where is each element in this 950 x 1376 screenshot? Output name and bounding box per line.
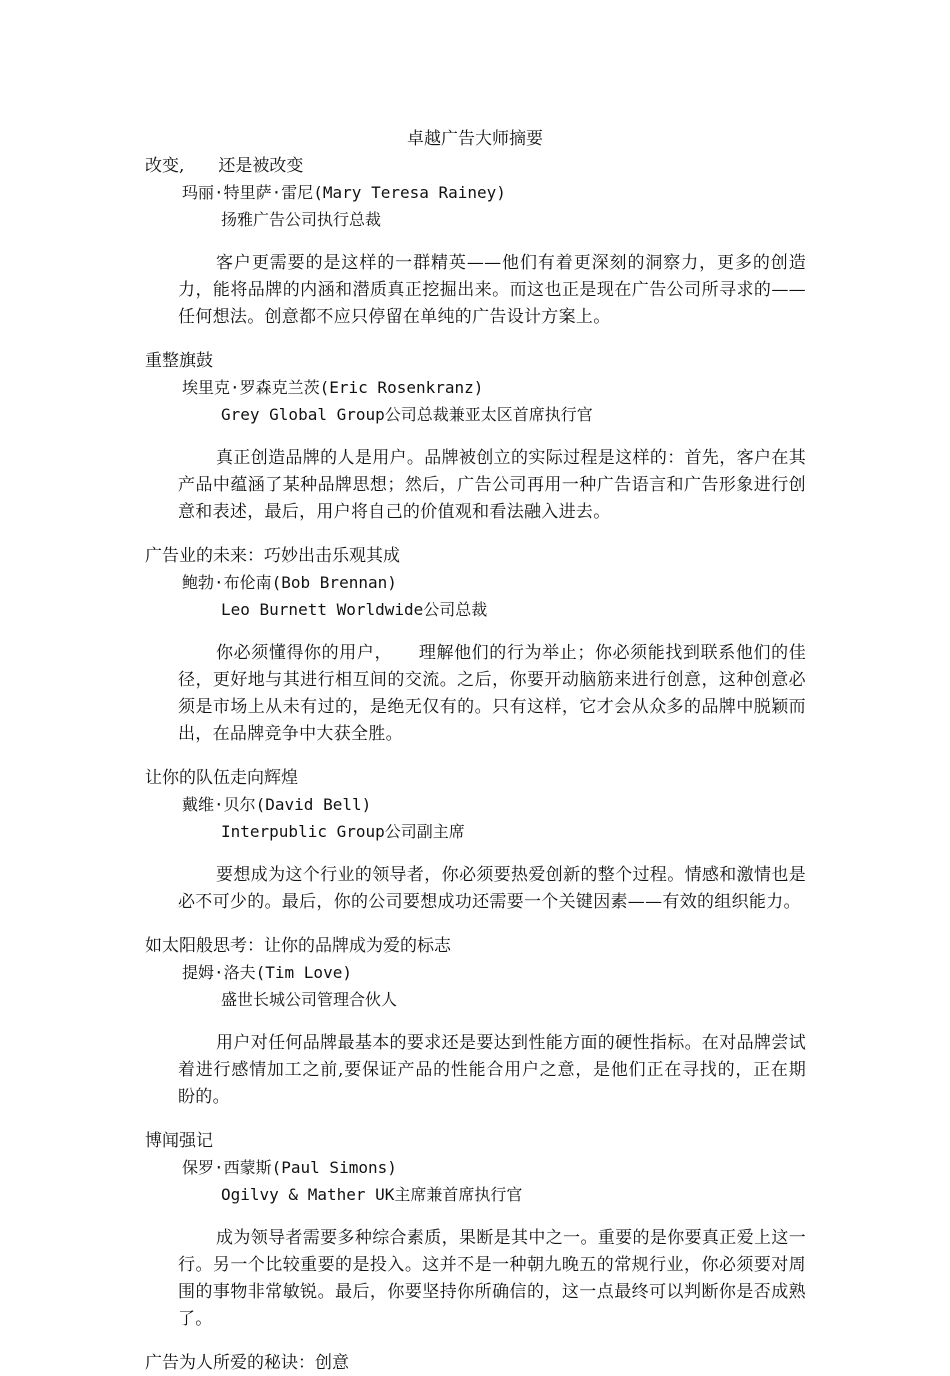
section-6 [145,1128,815,1333]
section-1 [145,153,815,331]
person-name: 保罗·西蒙斯(Paul Simons) [182,1158,397,1177]
person-role: Leo Burnett Worldwide公司总裁 [221,600,488,619]
section-heading: 博闻强记 [145,1131,213,1151]
quote-paragraph: 真正创造品牌的人是用户。品牌被创立的实际过程是这样的：首先，客户在其产品中蕴涵了某种品牌思想；然后，广告公司再用一种广告语言和广告形象进行创意和表述，最后，用户将自己的价值观和看法融入进去。 [178,448,806,522]
quote-paragraph: 客户更需要的是这样的一群精英——他们有着更深刻的洞察力，更多的创造力，能将品牌的内涵和潜质真正挖掘出来。而这也正是现在广告公司所寻求的——任何想法。创意都不应只停留在单纯的广告设计方案上。 [178,253,806,327]
section-heading: 重整旗鼓 [145,351,213,371]
person-role: 扬雅广告公司执行总裁 [221,210,382,229]
section-7 [145,1350,815,1376]
person-role: Grey Global Group公司总裁兼亚太区首席执行官 [221,405,593,424]
person-role: Interpublic Group公司副主席 [221,822,465,841]
person-role: Ogilvy & Mather UK主席兼首席执行官 [221,1185,523,1204]
quote-paragraph: 你必须懂得你的用户， 理解他们的行为举止；你必须能找到联系他们的佳径，更好地与其进行相互间的交流。之后，你要开动脑筋来进行创意，这种创意必须是市场上从未有过的，是绝无仅有的。只有这样，它才会从众多的品牌中脱颖而出，在品牌竞争中大获全胜。 [178,643,806,744]
person-name: 玛丽·特里萨·雷尼(Mary Teresa Rainey) [182,183,506,202]
section-heading: 如太阳般思考：让你的品牌成为爱的标志 [145,936,451,956]
person-name: 鲍勃·布伦南(Bob Brennan) [182,573,397,592]
section-heading: 广告业的未来：巧妙出击乐观其成 [145,546,400,566]
person-name: 提姆·洛夫(Tim Love) [182,963,352,982]
section-heading: 让你的队伍走向辉煌 [145,768,298,788]
quote-paragraph: 成为领导者需要多种综合素质，果断是其中之一。重要的是你要真正爱上这一行。另一个比较重要的是投入。这并不是一种朝九晚五的常规行业，你必须要对周围的事物非常敏锐。最后，你要坚持你所确信的，这一点最终可以判断你是否成熟了。 [178,1228,806,1329]
section-2 [145,348,815,526]
person-role: 盛世长城公司管理合伙人 [221,990,398,1009]
section-heading: 广告为人所爱的秘诀：创意 [145,1353,349,1373]
section-4 [145,765,815,916]
section-5 [145,933,815,1111]
document-title: 卓越广告大师摘要 [407,129,543,149]
quote-paragraph: 用户对任何品牌最基本的要求还是要达到性能方面的硬性指标。在对品牌尝试着进行感情加工之前,要保证产品的性能合用户之意，是他们正在寻找的，正在期盼的。 [178,1033,806,1107]
person-name: 戴维·贝尔(David Bell) [182,795,372,814]
sections-container [145,153,815,1376]
section-heading: 改变, 还是被改变 [145,156,304,176]
person-name: 埃里克·罗森克兰茨(Eric Rosenkranz) [182,378,484,397]
quote-paragraph: 要想成为这个行业的领导者，你必须要热爱创新的整个过程。情感和激情也是必不可少的。最后，你的公司要想成功还需要一个关键因素——有效的组织能力。 [178,865,806,912]
section-3 [145,543,815,748]
